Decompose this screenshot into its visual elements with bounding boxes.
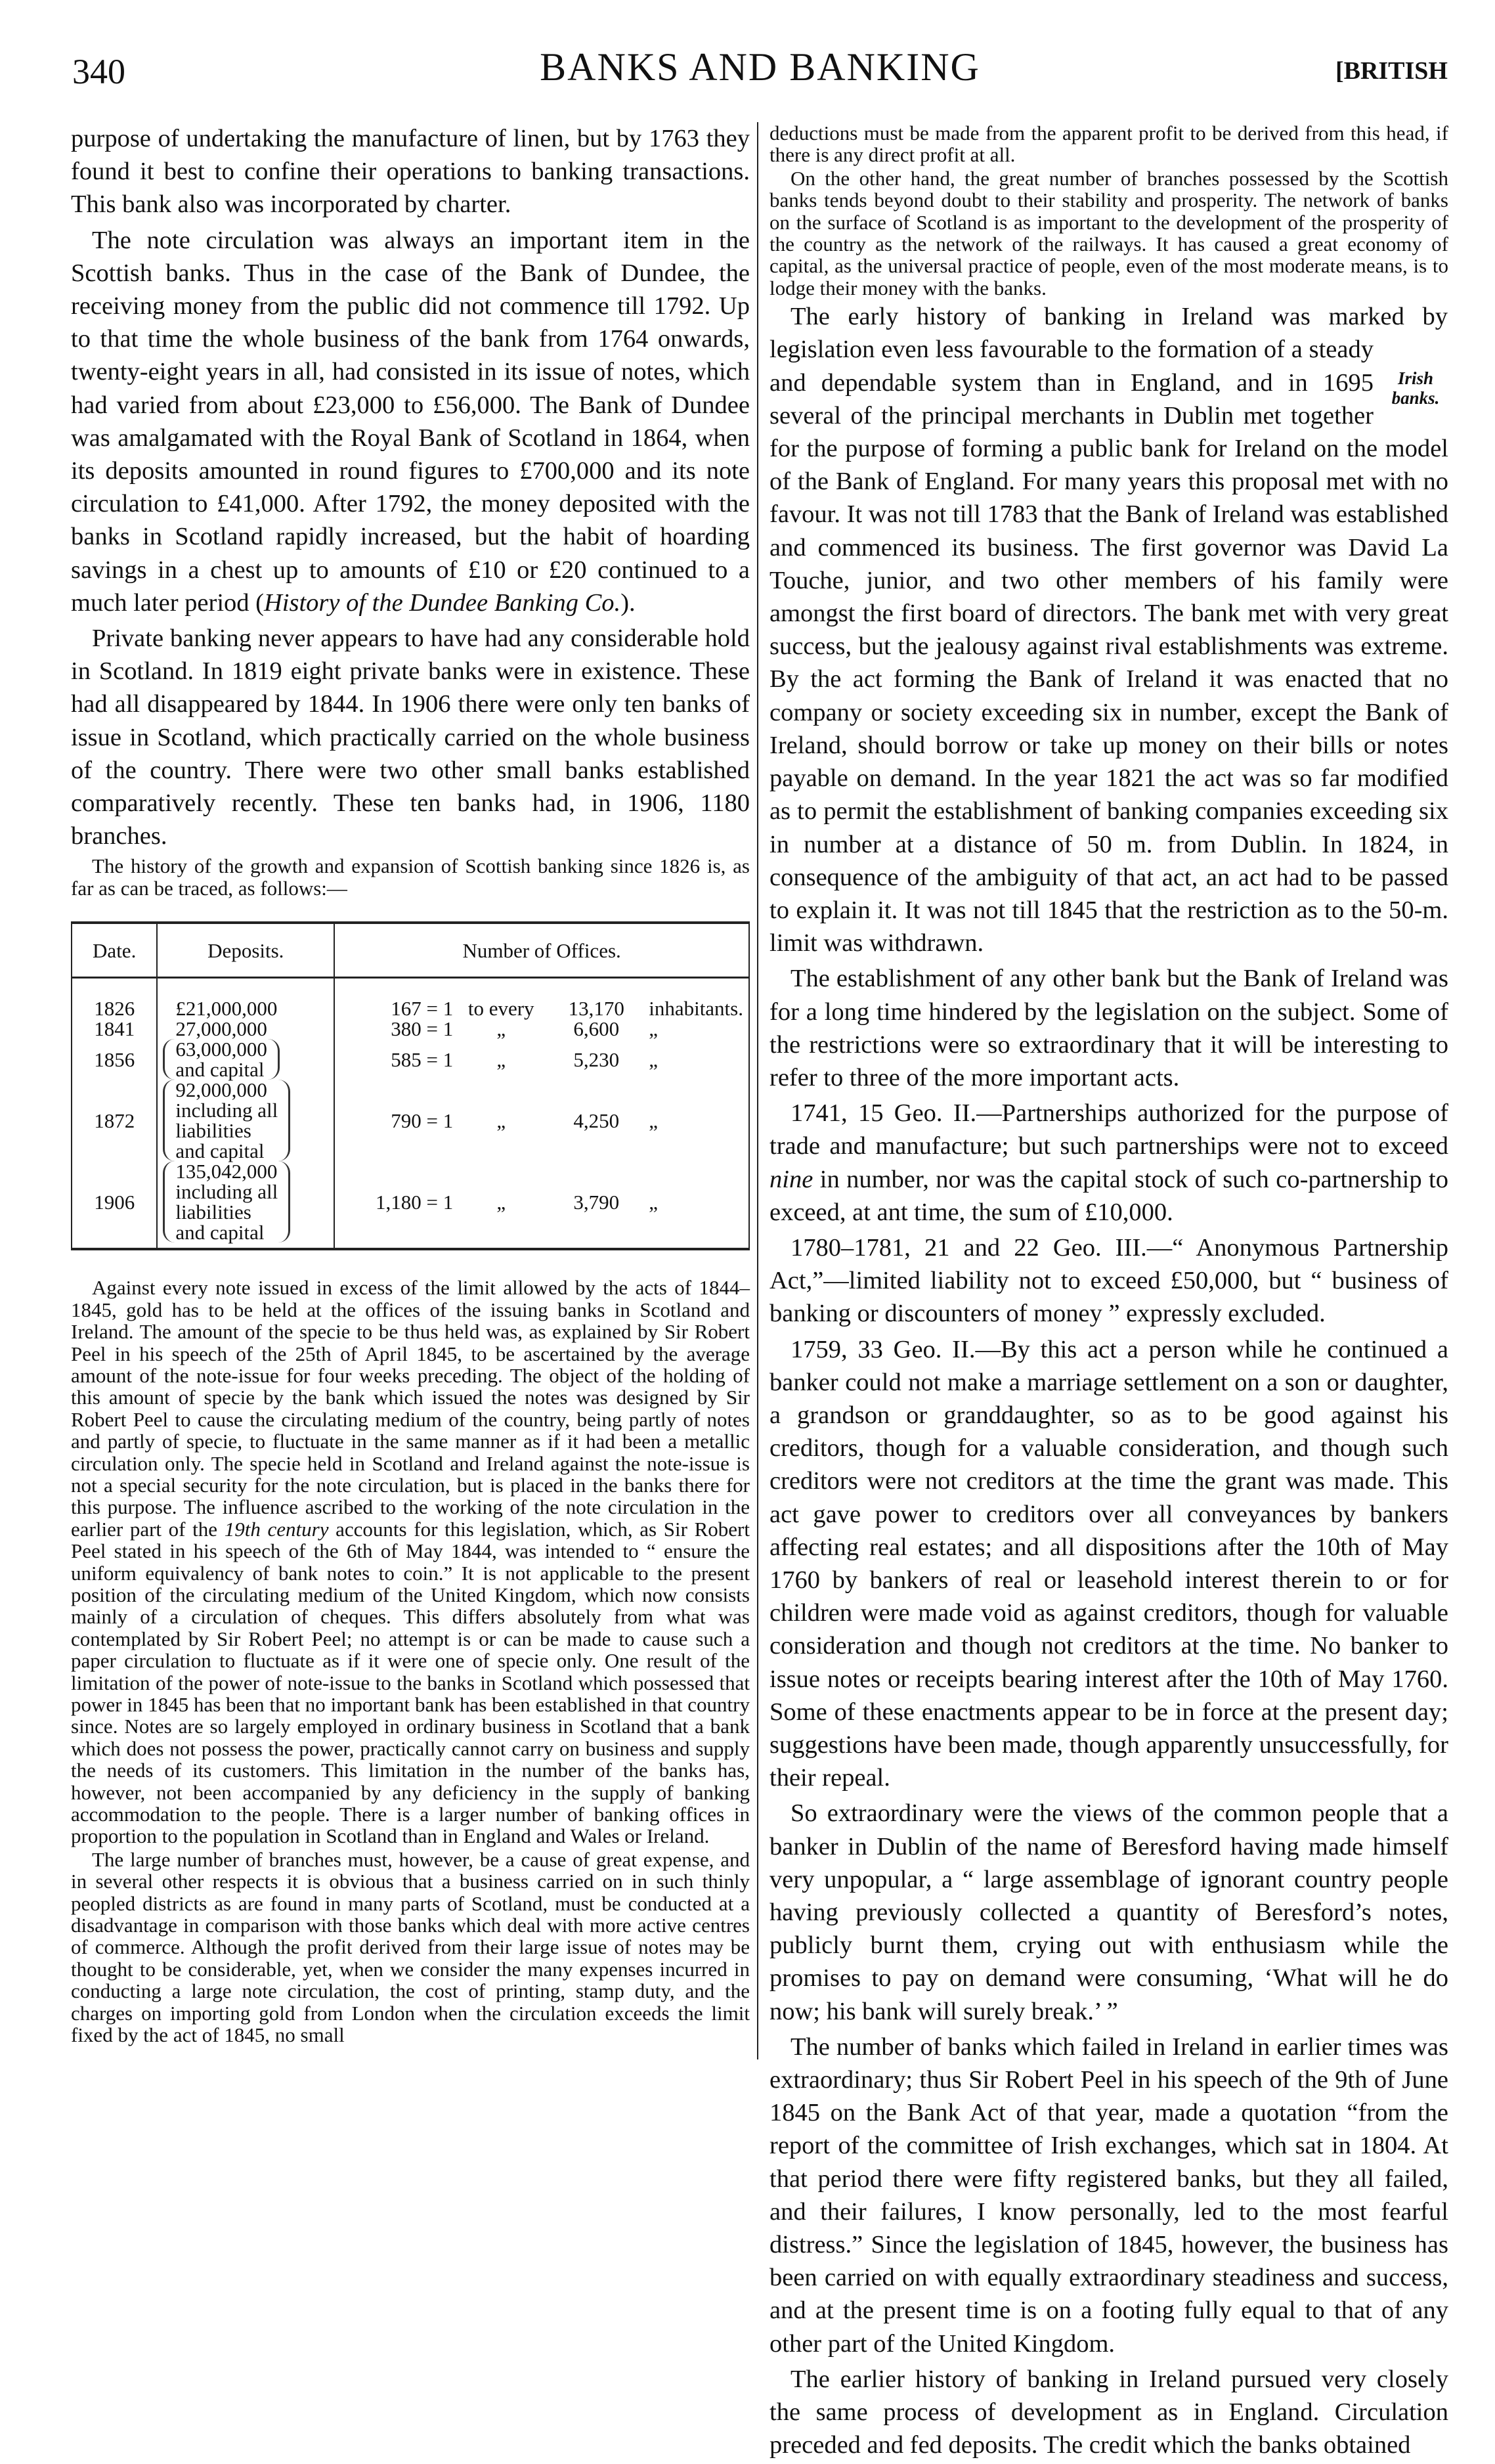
italic-text: nine: [769, 1165, 813, 1193]
italic-text: 19th century: [224, 1517, 329, 1541]
offices-ratio: 1,180 = 1: [375, 1190, 454, 1214]
text-run: On the other hand, the great number of branches possessed by the Scottish banks tends beyond doubt to their stability and prosperity. The network of banks on the surface of Scotland is as important to the development of the prosperity of the country as the network of the railways. It has caused a great economy of capital, as the universal practice of people, even of the most moderate means, is to lodge their money with the banks.: [769, 166, 1448, 299]
table-row: [72, 978, 749, 1019]
cell-deposits: [157, 978, 334, 1019]
column-header-deposits: Deposits.: [157, 923, 334, 978]
column-divider: [757, 122, 758, 2059]
cell-offices: [334, 1039, 749, 1080]
offices-line: [340, 998, 743, 1019]
left-column: [71, 122, 750, 2048]
text-run: Against every note issued in excess of the limit allowed by the acts of 1844–1845, gold has to be held at the offices of the issuing banks in Scotland and Ireland. The amount of the specie to be thus held was, as explained by Sir Robert Peel in his speech of the 25th of April 1845, to be ascertained by the average amount of the note-issue for four weeks preceding. The object of the holding of this amount of specie by the bank which issued the notes was designed by Sir Robert Peel to cause the circulating medium of the country, being partly of notes and partly of specie, to fluctuate in the same manner as if it had been a metallic circulation only. The specie held in Scotland and Ireland against the note-issue is not a special security for the note circulation, but is placed in the banks there for this purpose. The influence ascribed to the working of the note circulation in the earlier part of the: [71, 1276, 750, 1541]
paragraph: [769, 962, 1448, 1094]
text-run: The note circulation was always an important item in the Scottish banks. Thus in the case of the Bank of Dundee, the receiving money from the public did not commence till 1792. Up to that time the whole business of the bank from 1764 onwards, twenty-eight years in all, had consisted in its issue of notes, which had varied from about £23,000 to £56,000. The Bank of Dundee was amalgamated with the Royal Bank of Scotland in 1864, when its deposits amounted in round figures to £700,000 and its note circulation to £41,000. After 1792, the money deposited with the banks in Scotland rapidly increased, but the habit of hoarding savings in a chest up to amounts of £10 or £20 continued to a much later period (: [71, 226, 750, 617]
paragraph: [71, 224, 750, 619]
cell-offices: [334, 978, 749, 1019]
scottish-banking-table: [71, 921, 750, 1250]
deposits-line: including all: [175, 1180, 278, 1204]
offices-separator: to every: [467, 997, 534, 1021]
deposits-group: [163, 1080, 290, 1161]
running-title: BANKS AND BANKING: [540, 45, 980, 89]
paragraph: [769, 167, 1448, 299]
column-header-date: Date.: [72, 923, 157, 978]
deposits-line: 63,000,000: [175, 1038, 267, 1061]
deposits-line: £21,000,000: [175, 997, 278, 1021]
paragraph: [769, 1333, 1448, 1795]
text-run: accounts for this legislation, which, as Sir Robert Peel stated in his speech of the 6th of May 1844, was intended to “ ensure the uniform equivalency of bank notes to coin.” It is not applicable to the present position of the circulating medium of the United Kingdom, which now consists mainly of a circulation of cheques. This differs absolutely from what was contemplated by Sir Robert Peel; no attempt is or can be made to cause such a paper circulation to fluctuate as if it were one of specie only. One result of the limitation of the power of note-issue to the banks in Scotland which possessed that power in 1845 has been that no important bank has been established in that country since. Notes are so largely employed in ordinary business in Scotland that a bank which does not possess the power, practically cannot carry on business and supply the needs of its customers. This limitation in the number of the banks has, however, not been accompanied by any deficiency in the supply of banking accommodation to the people. There is a larger number of banking offices in proportion to the population in Scotland than in England and Wales or Ireland.: [71, 1517, 750, 1848]
deposits-line: and capital: [175, 1058, 265, 1082]
paragraph: [769, 2031, 1448, 2360]
inhabitants-count: 5,230: [573, 1047, 620, 1071]
sidenote-irish-banks: Irish banks.: [1391, 368, 1440, 408]
page-header: [72, 39, 1448, 105]
paragraph: [71, 622, 750, 852]
offices-line: [340, 1111, 743, 1131]
deposits-line: liabilities: [175, 1119, 251, 1143]
cell-offices: [334, 1019, 749, 1039]
paragraph: [769, 2363, 1448, 2462]
text-run: deductions must be made from the apparent profit to be derived from this head, if there is any direct profit at all.: [769, 121, 1448, 167]
cell-deposits: [157, 1080, 334, 1161]
offices-separator: „: [496, 1017, 506, 1041]
deposits-line: and capital: [175, 1139, 265, 1163]
paragraph: [71, 1277, 750, 1847]
inhabitants-count: 13,170: [568, 997, 624, 1021]
deposits-line: 135,042,000: [175, 1160, 278, 1183]
deposits-line: 27,000,000: [175, 1017, 267, 1041]
text-run: So extraordinary were the views of the common people that a banker in Dublin of the name of Beresford having made himself very unpopular, a “ large assemblage of ignorant country people having previously collected a quantity of Beresford’s notes, publicly burnt them, crying out with enthusiasm while the promises to pay on demand were consuming, ‘What will he do now; his bank will surely break.’ ”: [769, 1799, 1448, 2025]
paragraph: [71, 855, 750, 899]
cell-date: 1826: [72, 978, 157, 1019]
paragraph: [71, 1849, 750, 2046]
inhabitants-count: 3,790: [573, 1190, 620, 1214]
offices-separator: „: [496, 1047, 506, 1071]
text-run: 1780–1781, 21 and 22 Geo. III.—“ Anonymous Partnership Act,”—limited liability not to exceed £50,000, but “ business of banking or discounters of money ” expressly excluded.: [769, 1233, 1448, 1328]
table-row: [72, 1080, 749, 1161]
text-run: 1741, 15 Geo. II.—Partnerships authorized for the purpose of trade and manufacture; but such partnerships were not to exceed: [769, 1099, 1448, 1160]
text-run: ).: [620, 588, 636, 617]
deposits-line: 92,000,000: [175, 1078, 267, 1102]
offices-separator: „: [496, 1190, 506, 1214]
table-row: [72, 1161, 749, 1249]
cell-date: 1906: [72, 1161, 157, 1249]
offices-line: [340, 1019, 743, 1039]
cell-offices: [334, 1080, 749, 1161]
paragraph: [769, 1097, 1448, 1229]
offices-line: [340, 1049, 743, 1070]
paragraph: [769, 300, 1448, 959]
deposits-group: [163, 1039, 280, 1080]
column-header-offices: Number of Offices.: [334, 923, 749, 978]
cell-deposits: [157, 1039, 334, 1080]
text-run: The number of banks which failed in Ireland in earlier times was extraordinary; thus Sir Robert Peel in his speech of the 9th of June 1845 on the Bank Act of that year, made a quotation “from the report of the committee of Irish exchanges, which sat in 1804. At that period there were fifty registered banks, but they all failed, and their failures, I know personally, led to the most fearful distress.” Since the legislation of 1845, however, the business has been carried on with equally extraordinary steadiness and success, and at the present time is on a footing fully equal to that of any other part of the United Kingdom.: [769, 2033, 1448, 2358]
deposits-group: [163, 1161, 290, 1243]
table-row: [72, 1039, 749, 1080]
paragraph: [769, 1797, 1448, 2027]
cell-date: 1841: [72, 1019, 157, 1039]
cell-date: 1856: [72, 1039, 157, 1080]
text-run: The history of the growth and expansion of Scottish banking since 1826 is, as far as can be traced, as follows:—: [71, 854, 750, 900]
offices-ratio: 167 = 1: [391, 997, 454, 1021]
offices-line: [340, 1192, 743, 1212]
cell-offices: [334, 1161, 749, 1249]
paragraph: [71, 122, 750, 221]
section-label: [BRITISH: [1335, 57, 1448, 85]
deposits-group: [163, 998, 328, 1019]
page-number: 340: [72, 52, 125, 91]
text-run: The early history of banking in Ireland was marked by legislation even less favourable to the formation of a steady and dependable system than in England, and in 1695 several of the principal merchants in Dublin met together for the purpose of forming a public bank for Ireland on the model of the Bank of England. For many years this proposal met with no favour. It was not till 1783 that the Bank of Ireland was established and commenced its business. The first governor was David La Touche, junior, and two other members of his family were amongst the first board of directors. The bank met with very great success, but the jealousy against rival establishments was extreme. By the act forming the Bank of Ireland it was enacted that no company or society exceeding six in number, except the Bank of Ireland, should borrow or take up money on their bills or notes payable on demand. In the year 1821 the act was so far modified as to permit the establishment of banking companies exceeding six in number at a distance of 50 m. from Dublin. In 1824, in consequence of the ambiguity of that act, an act had to be passed to explain it. It was not till 1845 that the restriction as to the 50-m. limit was withdrawn.: [769, 303, 1448, 957]
deposits-group: [163, 1019, 328, 1039]
italic-text: History of the Dundee Banking Co.: [263, 588, 621, 617]
left-paragraphs-bottom: [71, 1277, 750, 2046]
text-run: The large number of branches must, however, be a cause of great expense, and in several other respects it is obvious that a business carried on in such thinly peopled districts as are found in many parts of Scotland, must be conducted at a disadvantage in comparison with those banks which deal with more active centres of commerce. Although the profit derived from their large issue of notes may be thought to be considerable, yet, when we consider the many expenses incurred in conducting a large note circulation, the cost of printing, stamp duty, and the charges on importing gold from London when the circulation exceeds the limit fixed by the act of 1845, no small: [71, 1847, 750, 2047]
offices-separator: „: [496, 1109, 506, 1132]
inhabitants-unit: „: [649, 1190, 658, 1214]
inhabitants-unit: inhabitants.: [649, 997, 743, 1021]
text-run: Private banking never appears to have had any considerable hold in Scotland. In 1819 eight private banks were in existence. These had all disappeared by 1844. In 1906 there were only ten banks of issue in Scotland, which practically carried on the whole business of the country. There were two other small banks established comparatively recently. These ten banks had, in 1906, 1180 branches.: [71, 625, 750, 850]
text-run: 1759, 33 Geo. II.—By this act a person while he continued a banker could not make a marriage settlement on a son or daughter, a grandson or granddaughter, so as to be good against his creditors, though for a valuable consideration, and though such creditors were not creditors at the time the grant was made. This act gave power to creditors over all conveyances by bankers affecting real estates; and all dispositions after the 10th of May 1760 by bankers of real or leasehold interest therein to or for children were made void as against creditors, though for valuable consideration and though not creditors at the time. No banker to issue notes or receipts bearing interest after the 10th of May 1760. Some of these enactments appear to be in force at the present day; suggestions have been made, though apparently unsuccessfully, for their repeal.: [769, 1335, 1448, 1792]
text-run: purpose of undertaking the manufacture of linen, but by 1763 they found it best to confine their operations to banking transactions. This bank also was incorporated by charter.: [71, 125, 750, 219]
deposits-line: and capital: [175, 1221, 265, 1244]
left-paragraphs-top: [71, 122, 750, 899]
offices-ratio: 790 = 1: [391, 1109, 454, 1132]
offices-ratio: 585 = 1: [391, 1047, 454, 1071]
deposits-line: including all: [175, 1099, 278, 1122]
inhabitants-unit: „: [649, 1109, 658, 1132]
paragraph: [769, 122, 1448, 166]
table-header-row: [72, 923, 749, 978]
text-run: in number, nor was the capital stock of such co-partnership to exceed, at ant time, the sum of £10,000.: [769, 1165, 1448, 1226]
text-run: The earlier history of banking in Ireland pursued very closely the same process of development as in England. Circulation preceded and fed deposits. The credit which the banks obtained: [769, 2365, 1448, 2459]
cell-deposits: [157, 1161, 334, 1249]
table-row: [72, 1019, 749, 1039]
offices-ratio: 380 = 1: [391, 1017, 454, 1041]
right-column: [769, 122, 1448, 2464]
cell-deposits: [157, 1019, 334, 1039]
inhabitants-unit: „: [649, 1047, 658, 1071]
cell-date: 1872: [72, 1080, 157, 1161]
inhabitants-count: 6,600: [573, 1017, 620, 1041]
inhabitants-unit: „: [649, 1017, 658, 1041]
paragraph: [769, 1231, 1448, 1331]
inhabitants-count: 4,250: [573, 1109, 620, 1132]
text-run: The establishment of any other bank but the Bank of Ireland was for a long time hindered by the legislation on the subject. Some of the restrictions were so extraordinary that it will be interesting to refer to three of the more important acts.: [769, 965, 1448, 1091]
deposits-line: liabilities: [175, 1200, 251, 1224]
